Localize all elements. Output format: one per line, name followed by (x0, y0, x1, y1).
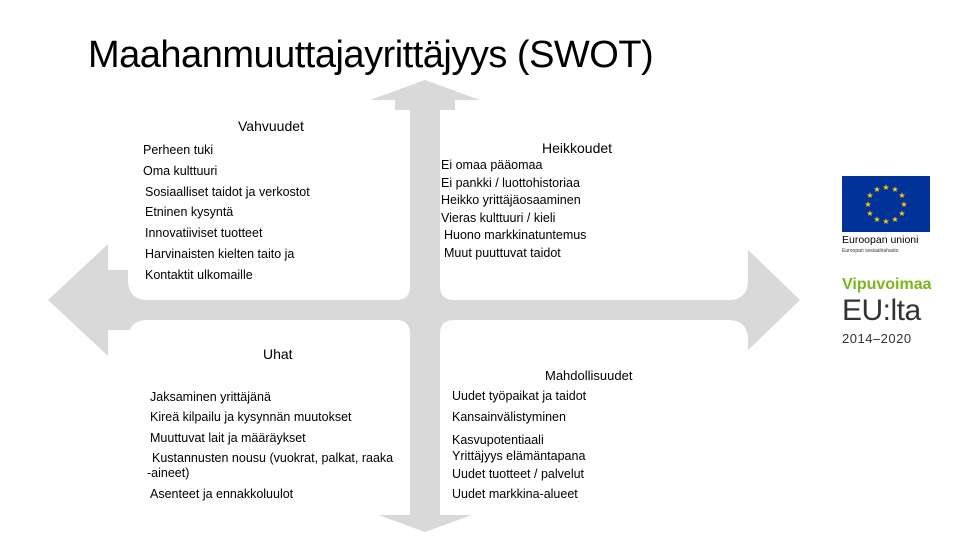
opportunity-item: Uudet markkina-alueet (452, 487, 578, 502)
vip-years: 2014–2020 (842, 331, 912, 346)
strength-item: Harvinaisten kielten taito ja (145, 246, 295, 261)
weakness-item: Huono markkinatuntemus (444, 228, 587, 243)
threat-item: Asenteet ja ennakkoluulot (150, 487, 294, 502)
opportunity-item: Kansainvälistyminen (452, 409, 566, 424)
weaknesses-heading: Heikkoudet (542, 140, 613, 156)
weakness-item: Muut puuttuvat taidot (444, 245, 561, 260)
strengths-list (143, 140, 310, 286)
strength-item: Kontaktit ulkomaille (145, 267, 253, 282)
svg-text:★: ★ (891, 215, 899, 224)
opportunity-item: Uudet tuotteet / palvelut (452, 466, 585, 481)
threats-list (147, 387, 393, 505)
svg-text:★: ★ (873, 215, 881, 224)
svg-text:★: ★ (900, 200, 908, 209)
strength-item: Oma kulttuuri (143, 163, 218, 178)
weakness-item: Ei omaa pääomaa (441, 158, 543, 172)
weaknesses-list (441, 157, 586, 263)
strength-item: Sosiaalliset taidot ja verkostot (145, 184, 310, 199)
vipuvoimaa-logo (842, 276, 942, 352)
svg-text:★: ★ (866, 209, 874, 218)
threat-item: Muuttuvat lait ja määräykset (150, 430, 306, 445)
strength-item: Innovatiiviset tuotteet (145, 226, 263, 241)
opportunity-item: Kasvupotentiaali (452, 432, 544, 447)
eu-sub-label: Euroopan sosiaalirahasto (842, 248, 899, 254)
threat-item: Jaksaminen yrittäjänä (150, 390, 271, 404)
vip-main: EU:lta (842, 294, 921, 327)
vip-word: Vipuvoimaa (842, 276, 932, 293)
threat-item: Kireä kilpailu ja kysynnän muutokset (150, 410, 352, 425)
opportunity-item: Yrittäjyys elämäntapana (452, 448, 586, 463)
svg-text:★: ★ (898, 209, 906, 218)
opportunity-item: Uudet työpaikat ja taidot (452, 389, 587, 403)
opportunities-heading: Mahdollisuudet (545, 368, 633, 383)
weakness-item: Heikko yrittäjäosaaminen (441, 193, 581, 208)
weakness-item: Vieras kulttuuri / kieli (441, 210, 556, 225)
opportunities-list (452, 386, 586, 505)
eu-label: Euroopan unioni (842, 234, 919, 246)
svg-text:★: ★ (866, 191, 874, 200)
strength-item: Perheen tuki (143, 143, 214, 157)
weakness-item: Ei pankki / luottohistoriaa (441, 175, 580, 190)
svg-text:★: ★ (864, 200, 872, 209)
page-title: Maahanmuuttajayrittäjyys (SWOT) (88, 34, 654, 76)
svg-text:★: ★ (873, 185, 881, 194)
strengths-heading: Vahvuudet (238, 118, 304, 134)
svg-text:★: ★ (882, 217, 890, 226)
eu-logo (842, 176, 930, 258)
threat-item: Kustannusten nousu (vuokrat, palkat, raaka (152, 451, 394, 466)
svg-text:★: ★ (891, 185, 899, 194)
threat-item: -aineet) (147, 466, 190, 481)
svg-text:★: ★ (882, 183, 890, 192)
threats-heading: Uhat (263, 346, 293, 362)
svg-text:★: ★ (898, 191, 906, 200)
strength-item: Etninen kysyntä (145, 205, 234, 220)
